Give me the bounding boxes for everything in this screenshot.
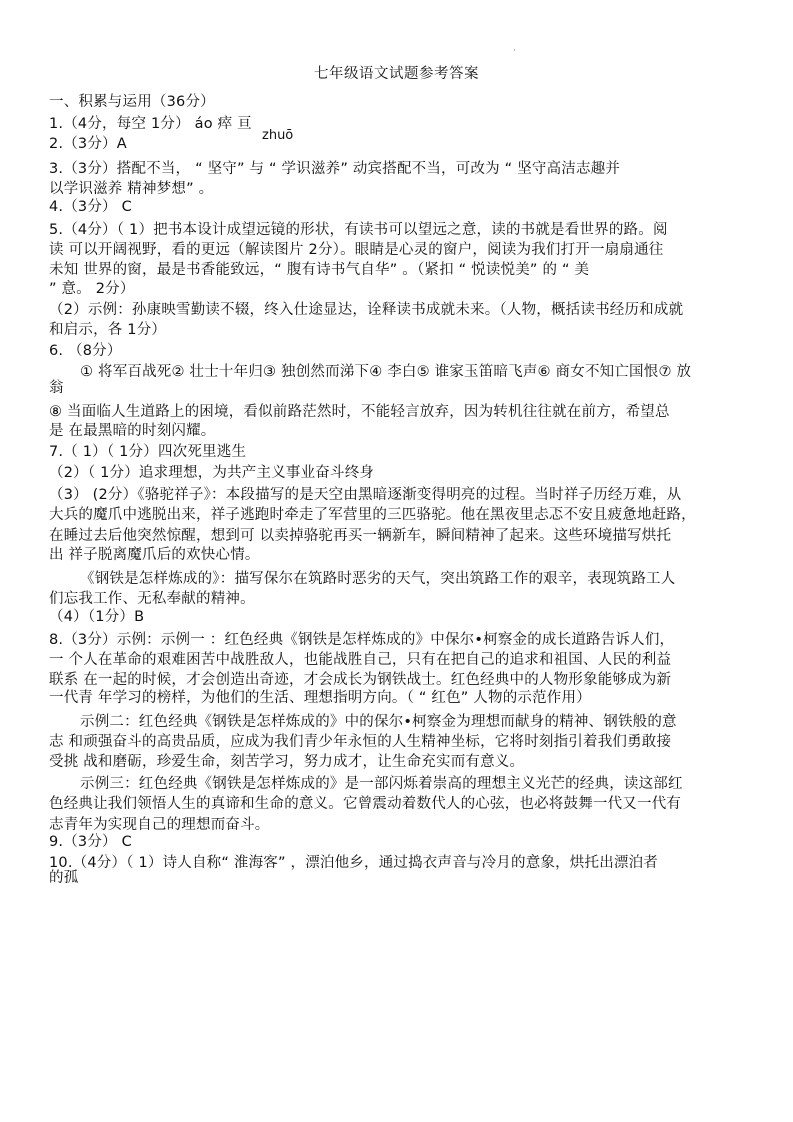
- answer-line: 一代青 年学习的榜样，为他们的生活、理想指明方向。（ “ 红色” 人物的示范作用）: [49, 690, 591, 706]
- answer-line: 5.（4分）（ 1）把书本设计成望远镜的形状，有读书可以望远之意，读的书就是看世界的路。阅: [49, 222, 668, 238]
- answer-line: 们忘我工作、无私奉献的精神。: [49, 591, 255, 607]
- answer-line: 3.（3分）搭配不当， “ 坚守” 与 “ 学识滋养” 动宾搭配不当，可改为 “ 坚守高洁志趣并: [49, 161, 621, 177]
- answer-line: ① 将军百战死② 壮士十年归③ 独创然而涕下④ 李白⑤ 谁家玉笛暗飞声⑥ 商女不知亡国恨⑦ 放: [80, 364, 692, 380]
- answer-line: 一 个人在革命的艰难困苦中战胜敌人，也能战胜自己，只有在把自己的追求和祖国、人民的利益: [49, 652, 672, 668]
- answer-line: 在睡过去后他突然惊醒，想到可 以卖掉骆驼再买一辆新车，瞬间精神了起来。这些环境描写烘托: [49, 528, 672, 544]
- answer-line: 的孤: [49, 870, 79, 886]
- answer-line: 未知 世界的窗，最是书香能致远，“ 腹有诗书气自华” 。（紧扣 “ 悦读悦美” 的 “ 美: [49, 262, 590, 278]
- answer-line: 4.（3分） C: [49, 199, 132, 215]
- answer-line: 示例三：红色经典《钢铁是怎样炼成的》是一部闪烁着崇高的理想主义光芒的经典，读这部红: [80, 776, 683, 792]
- answer-line: 出 祥子脱离魔爪后的欢快心情。: [49, 547, 260, 563]
- answer-line: 和启示，各 1分）: [49, 322, 167, 338]
- answer-line: 翁: [49, 380, 64, 396]
- section-heading-1: 一、积累与运用（36分）: [49, 94, 215, 110]
- answer-line: 10.（4分）（ 1）诗人自称“ 淮海客” ，漂泊他乡，通过捣衣声音与冷月的意象，烘托出漂泊者: [49, 855, 659, 871]
- page-mark: ·: [513, 46, 516, 56]
- answer-line: 大兵的魔爪中逃脱出来，祥子逃跑时牵走了军营里的三匹骆驼。他在黑夜里忐忑不安且疲惫地赶路，: [49, 507, 696, 523]
- answer-line: 读 可以开阔视野，看的更远（解读图片 2分）。眼睛是心灵的窗户，阅读为我们打开一扇扇通往: [49, 242, 664, 258]
- answer-line: 受挑 战和磨砺，珍爱生命，刻苦学习，努力成才，让生命充实而有意义。: [49, 754, 525, 770]
- answer-line: 《钢铁是怎样炼成的》：描写保尔在筑路时恶劣的天气，突出筑路工作的艰辛，表现筑路工人: [80, 571, 676, 587]
- answer-line: （2）（ 1分）追求理想，为共产主义事业奋斗终身: [49, 465, 375, 481]
- answer-line: 2.（3分）A: [49, 136, 127, 152]
- answer-line: 9.（3分） C: [49, 834, 132, 850]
- answer-line: 示例二：红色经典《钢铁是怎样炼成的》中的保尔•柯察金为理想而献身的精神、钢铁般的意: [80, 714, 677, 730]
- answer-line: 8.（3分）示例：示例一 ：红色经典《钢铁是怎样炼成的》中保尔•柯察金的成长道路告诉人们，: [49, 632, 675, 648]
- answer-line: ⑧ 当面临人生道路上的困境，看似前路茫然时，不能轻言放弃，因为转机往往就在前方，希望总: [49, 404, 670, 420]
- answer-line: ” 意。 2分）: [49, 281, 135, 297]
- answer-line: 以学识滋养 精神梦想” 。: [49, 181, 214, 197]
- answer-line: 1.（4分，每空 1分） áo 瘁 亘: [49, 116, 252, 132]
- page-title: 七年级语文试题参考答案: [314, 66, 479, 82]
- pinyin-annotation: zhuō: [262, 128, 294, 143]
- answer-line: 是 在最黑暗的时刻闪耀。: [49, 423, 216, 439]
- answer-line: 7.（ 1）（ 1分）四次死里逃生: [49, 444, 247, 460]
- answer-line: （4）（1分）B: [49, 609, 145, 625]
- answer-line: （2）示例：孙康映雪勤读不辍，终入仕途显达，诠释读书成就未来。（人物，概括读书经历和成就: [49, 302, 684, 318]
- answer-line: 6. （8分）: [49, 343, 122, 359]
- answer-line: （3） (2分）《骆驼祥子》：本段描写的是天空由黑暗逐渐变得明亮的过程。当时祥子历经万难，从: [49, 487, 682, 503]
- answer-line: 志青年为实现自己的理想而奋斗。: [49, 817, 270, 833]
- answer-line: 色经典让我们领悟人生的真谛和生命的意义。它曾震动着数代人的心弦，也必将鼓舞一代又一代有: [49, 796, 682, 812]
- answer-line: 联系 在一起的时候，才会创造出奇迹，才会成长为钢铁战士。红色经典中的人物形象能够成为新: [49, 672, 672, 688]
- answer-line: 志 和顽强奋斗的高贵品质，应成为我们青少年永恒的人生精神坐标，它将时刻指引着我们勇敢接: [49, 734, 672, 750]
